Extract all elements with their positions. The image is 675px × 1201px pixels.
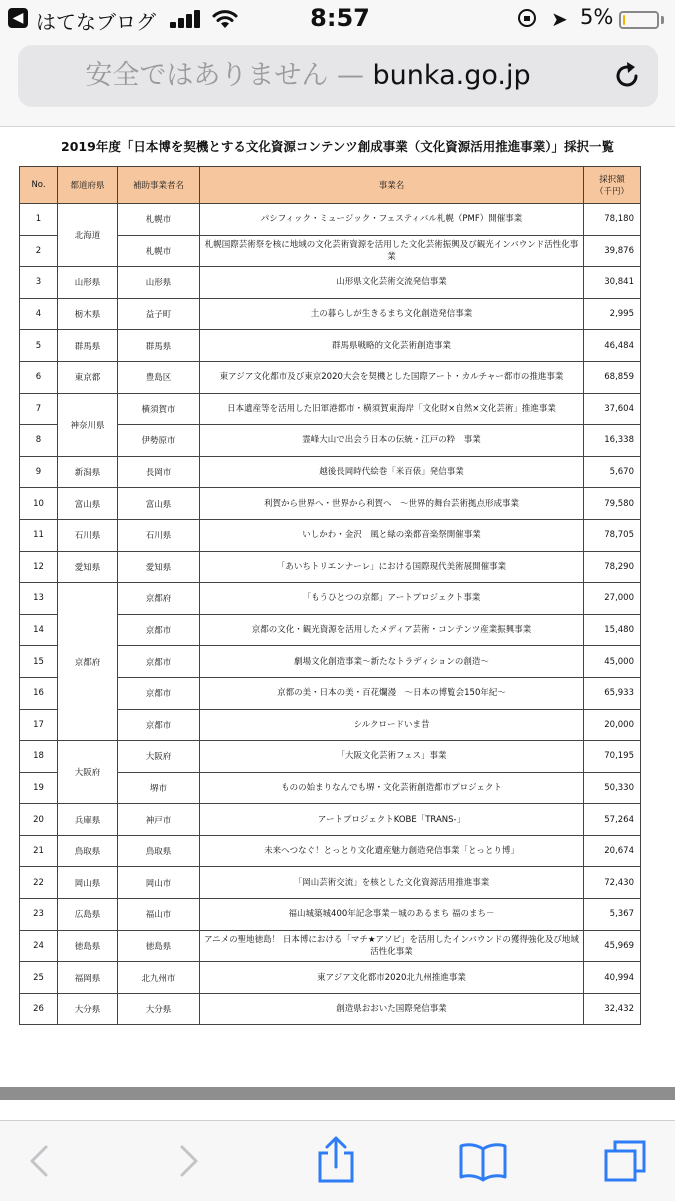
row-number: 20: [20, 804, 58, 836]
orientation-lock-icon: [518, 9, 536, 27]
row-number: 5: [20, 330, 58, 362]
row-prefecture: 鳥取県: [58, 835, 118, 867]
table-row: [20, 330, 641, 362]
table-row: [20, 583, 641, 615]
row-amount: 57,264: [584, 804, 641, 836]
table-row: [20, 361, 641, 393]
row-prefecture: 北海道: [58, 204, 118, 267]
row-prefecture: 兵庫県: [58, 804, 118, 836]
row-project: 京都の文化・観光資源を活用したメディア芸術・コンテンツ産業振興事業: [200, 614, 584, 646]
row-project: 「岡山芸術交流」を核とした文化資源活用推進事業: [200, 867, 584, 899]
row-amount: 46,484: [584, 330, 641, 362]
row-amount: 78,705: [584, 519, 641, 551]
signal-bars-icon: [170, 10, 206, 28]
row-number: 10: [20, 488, 58, 520]
document-title: 2019年度「日本博を契機とする文化資源コンテンツ創成事業（文化資源活用推進事業）」採択一覧: [61, 139, 614, 154]
row-amount: 5,367: [584, 899, 641, 931]
row-organization: 横須賀市: [118, 393, 200, 425]
table-row: [20, 298, 641, 330]
row-project: 霊峰大山で出会う日本の伝統・江戸の粋 事業: [200, 425, 584, 457]
row-organization: 京都市: [118, 614, 200, 646]
row-prefecture: 富山県: [58, 488, 118, 520]
bookmarks-icon[interactable]: [458, 1139, 508, 1183]
table-row: [20, 488, 641, 520]
row-number: 1: [20, 204, 58, 236]
row-amount: 5,670: [584, 456, 641, 488]
row-number: 25: [20, 962, 58, 994]
row-prefecture: 大阪府: [58, 741, 118, 804]
location-icon: ➤: [551, 7, 568, 31]
row-amount: 45,969: [584, 930, 641, 962]
row-project: 未来へつなぐ！とっとり文化遺産魅力創造発信事業「とっとり博」: [200, 835, 584, 867]
battery-percentage: 5%: [580, 5, 614, 29]
table-header-row: [20, 167, 641, 204]
row-number: 16: [20, 677, 58, 709]
address-bar[interactable]: [18, 45, 658, 107]
row-project: 土の暮らしが生きるまち文化創造発信事業: [200, 298, 584, 330]
header-amount-line2: （千円）: [594, 187, 629, 197]
row-organization: 豊島区: [118, 361, 200, 393]
header-amount: [584, 167, 641, 204]
row-project: 山形県文化芸術交流発信事業: [200, 267, 584, 299]
row-amount: 45,000: [584, 646, 641, 678]
row-prefecture: 石川県: [58, 519, 118, 551]
row-organization: 群馬県: [118, 330, 200, 362]
address-text[interactable]: [18, 45, 598, 107]
table-row: [20, 962, 641, 994]
row-prefecture: 神奈川県: [58, 393, 118, 456]
row-number: 6: [20, 361, 58, 393]
row-organization: 愛知県: [118, 551, 200, 583]
url-host: bunka.go.jp: [372, 60, 531, 91]
back-chevron-icon[interactable]: [18, 1139, 62, 1183]
battery-icon: [619, 11, 659, 29]
row-amount: 65,933: [584, 677, 641, 709]
table-row: [20, 867, 641, 899]
row-project: 越後長岡時代絵巻「米百俵」発信事業: [200, 456, 584, 488]
row-prefecture: 東京都: [58, 361, 118, 393]
table-row: [20, 519, 641, 551]
row-number: 24: [20, 930, 58, 962]
row-number: 12: [20, 551, 58, 583]
row-organization: 京都府: [118, 583, 200, 615]
row-amount: 16,338: [584, 425, 641, 457]
back-arrow-icon[interactable]: ◀: [8, 8, 28, 28]
row-prefecture: 新潟県: [58, 456, 118, 488]
row-amount: 78,180: [584, 204, 641, 236]
row-number: 3: [20, 267, 58, 299]
row-organization: 札幌市: [118, 235, 200, 267]
table-row: [20, 456, 641, 488]
row-amount: 50,330: [584, 772, 641, 804]
row-amount: 72,430: [584, 867, 641, 899]
row-number: 15: [20, 646, 58, 678]
table-row: [20, 393, 641, 425]
row-project: 「もうひとつの京都」アートプロジェクト事業: [200, 583, 584, 615]
row-prefecture: 岡山県: [58, 867, 118, 899]
header-organization: 補助事業者名: [118, 167, 200, 204]
reload-icon[interactable]: [612, 61, 642, 91]
row-prefecture: 群馬県: [58, 330, 118, 362]
row-number: 14: [20, 614, 58, 646]
battery-cap: [661, 16, 664, 24]
row-number: 7: [20, 393, 58, 425]
row-organization: 益子町: [118, 298, 200, 330]
table-row: [20, 804, 641, 836]
page-divider: [0, 1087, 675, 1100]
row-organization: 山形県: [118, 267, 200, 299]
row-organization: 神戸市: [118, 804, 200, 836]
row-number: 2: [20, 235, 58, 267]
browser-toolbar: [0, 1120, 675, 1201]
row-amount: 2,995: [584, 298, 641, 330]
row-organization: 徳島県: [118, 930, 200, 962]
row-project: パシフィック・ミュージック・フェスティバル札幌（PMF）開催事業: [200, 204, 584, 236]
table-row: [20, 204, 641, 236]
table-row: [20, 551, 641, 583]
row-number: 9: [20, 456, 58, 488]
header-amount-line1: 採択額: [599, 175, 625, 185]
table-row: [20, 930, 641, 962]
row-amount: 20,000: [584, 709, 641, 741]
row-number: 11: [20, 519, 58, 551]
row-project: 群馬県戦略的文化芸術創造事業: [200, 330, 584, 362]
row-prefecture: 山形県: [58, 267, 118, 299]
row-organization: 京都市: [118, 709, 200, 741]
row-number: 19: [20, 772, 58, 804]
row-amount: 37,604: [584, 393, 641, 425]
row-project: 京都の美・日本の美・百花爛漫 ～日本の博覧会150年紀～: [200, 677, 584, 709]
row-organization: 大阪府: [118, 741, 200, 773]
row-project: シルクロードいま昔: [200, 709, 584, 741]
row-prefecture: 愛知県: [58, 551, 118, 583]
row-project: 札幌国際芸術祭を核に地域の文化芸術資源を活用した文化芸術振興及び観光インバウンド活性化事業: [200, 235, 584, 267]
row-number: 22: [20, 867, 58, 899]
row-organization: 鳥取県: [118, 835, 200, 867]
battery-level-fill: [623, 15, 625, 25]
page-bottom: [0, 1100, 675, 1120]
row-prefecture: 徳島県: [58, 930, 118, 962]
row-prefecture: 広島県: [58, 899, 118, 931]
row-project: 「あいちトリエンナーレ」における国際現代美術展開催事業: [200, 551, 584, 583]
row-amount: 30,841: [584, 267, 641, 299]
row-number: 26: [20, 993, 58, 1025]
row-amount: 32,432: [584, 993, 641, 1025]
row-number: 17: [20, 709, 58, 741]
tabs-icon[interactable]: [603, 1139, 647, 1183]
row-project: 東アジア文化都市2020北九州推進事業: [200, 962, 584, 994]
row-organization: 札幌市: [118, 204, 200, 236]
row-number: 21: [20, 835, 58, 867]
row-project: 創造県おおいた国際発信事業: [200, 993, 584, 1025]
table-row: [20, 741, 641, 773]
clock: 8:57: [310, 4, 370, 32]
row-amount: 79,580: [584, 488, 641, 520]
row-project: アニメの聖地徳島！ 日本博における「マチ★アソビ」を活用したインバウンドの獲得強化及び地域活性化事業: [200, 930, 584, 962]
row-prefecture: 大分県: [58, 993, 118, 1025]
row-organization: 岡山市: [118, 867, 200, 899]
row-organization: 長岡市: [118, 456, 200, 488]
header-prefecture: 都道府県: [58, 167, 118, 204]
row-organization: 京都市: [118, 646, 200, 678]
row-amount: 27,000: [584, 583, 641, 615]
share-icon[interactable]: [314, 1135, 358, 1185]
security-warning: 安全ではありません —: [85, 60, 373, 91]
table-body: [20, 204, 641, 1025]
adoption-table: [19, 166, 641, 1025]
row-number: 13: [20, 583, 58, 615]
table-row: [20, 993, 641, 1025]
row-amount: 40,994: [584, 962, 641, 994]
row-organization: 堺市: [118, 772, 200, 804]
row-organization: 伊勢原市: [118, 425, 200, 457]
row-project: 「大阪文化芸術フェス」事業: [200, 741, 584, 773]
row-project: 劇場文化創造事業～新たなトラディションの創造～: [200, 646, 584, 678]
row-organization: 福山市: [118, 899, 200, 931]
row-amount: 39,876: [584, 235, 641, 267]
wifi-icon: [212, 8, 238, 30]
row-number: 8: [20, 425, 58, 457]
browser-address-area: [0, 40, 675, 127]
table-row: [20, 899, 641, 931]
table-row: [20, 835, 641, 867]
row-project: 東アジア文化都市及び東京2020大会を契機とした国際アート・カルチャー都市の推進事業: [200, 361, 584, 393]
row-project: 日本遺産等を活用した旧軍港都市・横須賀東海岸「文化財×自然×文化芸術」推進事業: [200, 393, 584, 425]
row-organization: 富山県: [118, 488, 200, 520]
header-project: 事業名: [200, 167, 584, 204]
row-project: ものの始まりなんでも堺・文化芸術創造都市プロジェクト: [200, 772, 584, 804]
row-organization: 京都市: [118, 677, 200, 709]
row-amount: 70,195: [584, 741, 641, 773]
row-prefecture: 京都府: [58, 583, 118, 741]
row-amount: 20,674: [584, 835, 641, 867]
row-organization: 大分県: [118, 993, 200, 1025]
row-project: 福山城築城400年記念事業－城のあるまち 福のまち－: [200, 899, 584, 931]
row-number: 4: [20, 298, 58, 330]
row-number: 18: [20, 741, 58, 773]
table-row: [20, 267, 641, 299]
row-project: いしかわ・金沢 風と緑の楽都音楽祭開催事業: [200, 519, 584, 551]
row-project: アートプロジェクトKOBE「TRANS-」: [200, 804, 584, 836]
back-to-app-label[interactable]: はてなブログ: [36, 10, 156, 34]
row-prefecture: 栃木県: [58, 298, 118, 330]
status-bar: [0, 0, 675, 40]
header-no: No.: [20, 167, 58, 204]
row-number: 23: [20, 899, 58, 931]
row-project: 利賀から世界へ・世界から利賀へ ～世界的舞台芸術拠点形成事業: [200, 488, 584, 520]
row-organization: 北九州市: [118, 962, 200, 994]
forward-chevron-icon[interactable]: [166, 1139, 210, 1183]
row-amount: 68,859: [584, 361, 641, 393]
row-amount: 15,480: [584, 614, 641, 646]
row-prefecture: 福岡県: [58, 962, 118, 994]
row-organization: 石川県: [118, 519, 200, 551]
row-amount: 78,290: [584, 551, 641, 583]
